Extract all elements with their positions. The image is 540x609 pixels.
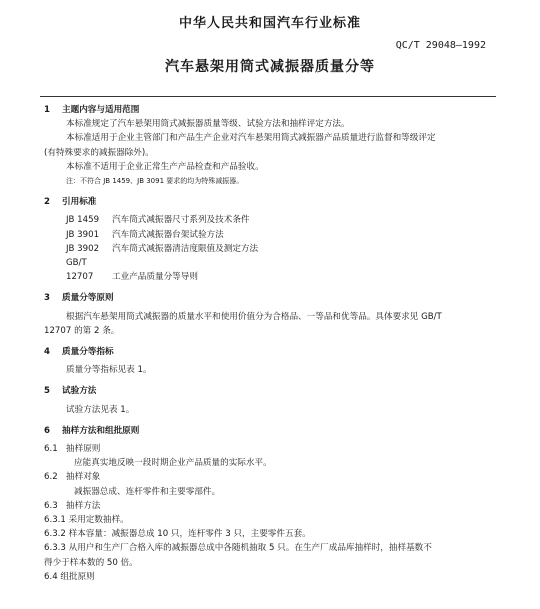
clause: 6.3.2 样本容量：减振器总成 10 只，连杆零件 3 只，主要零件五套。 xyxy=(44,529,311,540)
paragraph: 根据汽车悬架用筒式减振器的质量水平和使用价值分为合格品、一等品和优等品。具体要求见 GB/T xyxy=(66,311,442,322)
paragraph: 本标准不适用于企业正常生产产品检查和产品验收。 xyxy=(66,161,264,172)
reference-title: 工业产品质量分等导则 xyxy=(112,272,198,283)
section-number: 1 xyxy=(44,105,50,115)
header-rule xyxy=(40,96,496,97)
section-6-heading xyxy=(44,424,496,438)
section-4-heading xyxy=(44,345,496,359)
reference-item xyxy=(44,228,496,242)
subsection-number: 6.1 xyxy=(44,444,58,455)
section-1-heading xyxy=(44,103,496,117)
paragraph: 本标准适用于企业主管部门和产品生产企业对汽车悬架用筒式减振器产品质量进行监督和等级评定 xyxy=(66,133,436,144)
subsection-heading xyxy=(44,499,496,513)
section-5-heading xyxy=(44,384,496,398)
section-3-heading xyxy=(44,291,496,305)
section-title: 质量分等指标 xyxy=(62,347,114,358)
section-number: 4 xyxy=(44,347,50,358)
clause: 6.4 组批原则 xyxy=(44,571,95,582)
note: 注：不符合 JB 1459、JB 3091 要求的均为特殊减振器。 xyxy=(66,177,244,186)
reference-code: JB 1459 xyxy=(66,215,100,226)
section-number: 2 xyxy=(44,197,50,208)
section-number: 3 xyxy=(44,293,50,304)
issuer-heading: 中华人民共和国汽车行业标准 xyxy=(178,16,361,31)
clause: 6.3.3 从用户和生产厂合格入库的减振器总成中各随机抽取 5 只。在生产厂成品库抽样时，抽样基数不 xyxy=(44,543,432,554)
paragraph: 试验方法见表 1。 xyxy=(66,404,135,415)
subsection-title: 抽样对象 xyxy=(66,472,101,483)
document-body xyxy=(44,103,496,584)
reference-title: 汽车筒式减振器清洁度限值及测定方法 xyxy=(112,243,259,254)
paragraph: 质量分等指标见表 1。 xyxy=(66,365,152,376)
paragraph-continued: (有特殊要求的减振器除外)。 xyxy=(44,147,154,158)
reference-item xyxy=(44,242,496,256)
document-title: 汽车悬架用筒式减振器质量分等 xyxy=(165,59,375,75)
reference-code: JB 3901 xyxy=(66,229,100,240)
subsection-number: 6.2 xyxy=(44,472,58,483)
clause-continued: 得少于样本数的 50 倍。 xyxy=(44,557,138,568)
paragraph: 本标准规定了汽车悬架用筒式减振器质量等级、试验方法和抽样评定方法。 xyxy=(66,119,350,130)
paragraph-continued: 12707 的第 2 条。 xyxy=(44,325,120,336)
paragraph: 减振器总成、连杆零件和主要零部件。 xyxy=(74,486,221,497)
subsection-number: 6.3 xyxy=(44,500,58,511)
reference-title: 汽车筒式减振器台架试验方法 xyxy=(112,229,224,240)
reference-item xyxy=(44,213,496,227)
section-title: 质量分等原则 xyxy=(62,293,114,304)
section-title: 试验方法 xyxy=(62,386,97,397)
section-title: 引用标准 xyxy=(62,197,97,208)
subsection-title: 抽样原则 xyxy=(66,444,101,455)
reference-code: GB/T 12707 xyxy=(66,258,94,283)
section-number: 6 xyxy=(44,425,50,436)
reference-code: JB 3902 xyxy=(66,243,100,254)
section-title: 抽样方法和组批原则 xyxy=(62,425,140,436)
section-title: 主题内容与适用范围 xyxy=(62,105,140,115)
reference-title: 汽车筒式减振器尺寸系列及技术条件 xyxy=(112,215,250,226)
paragraph: 应能真实地反映一段时期企业产品质量的实际水平。 xyxy=(74,458,272,469)
subsection-title: 抽样方法 xyxy=(66,500,101,511)
section-2-heading xyxy=(44,195,496,209)
reference-item xyxy=(44,256,496,284)
standard-number: QC/T 29048—1992 xyxy=(395,40,486,51)
clause: 6.3.1 采用定数抽样。 xyxy=(44,515,129,526)
subsection-heading xyxy=(44,442,496,456)
section-number: 5 xyxy=(44,386,50,397)
subsection-heading xyxy=(44,470,496,484)
